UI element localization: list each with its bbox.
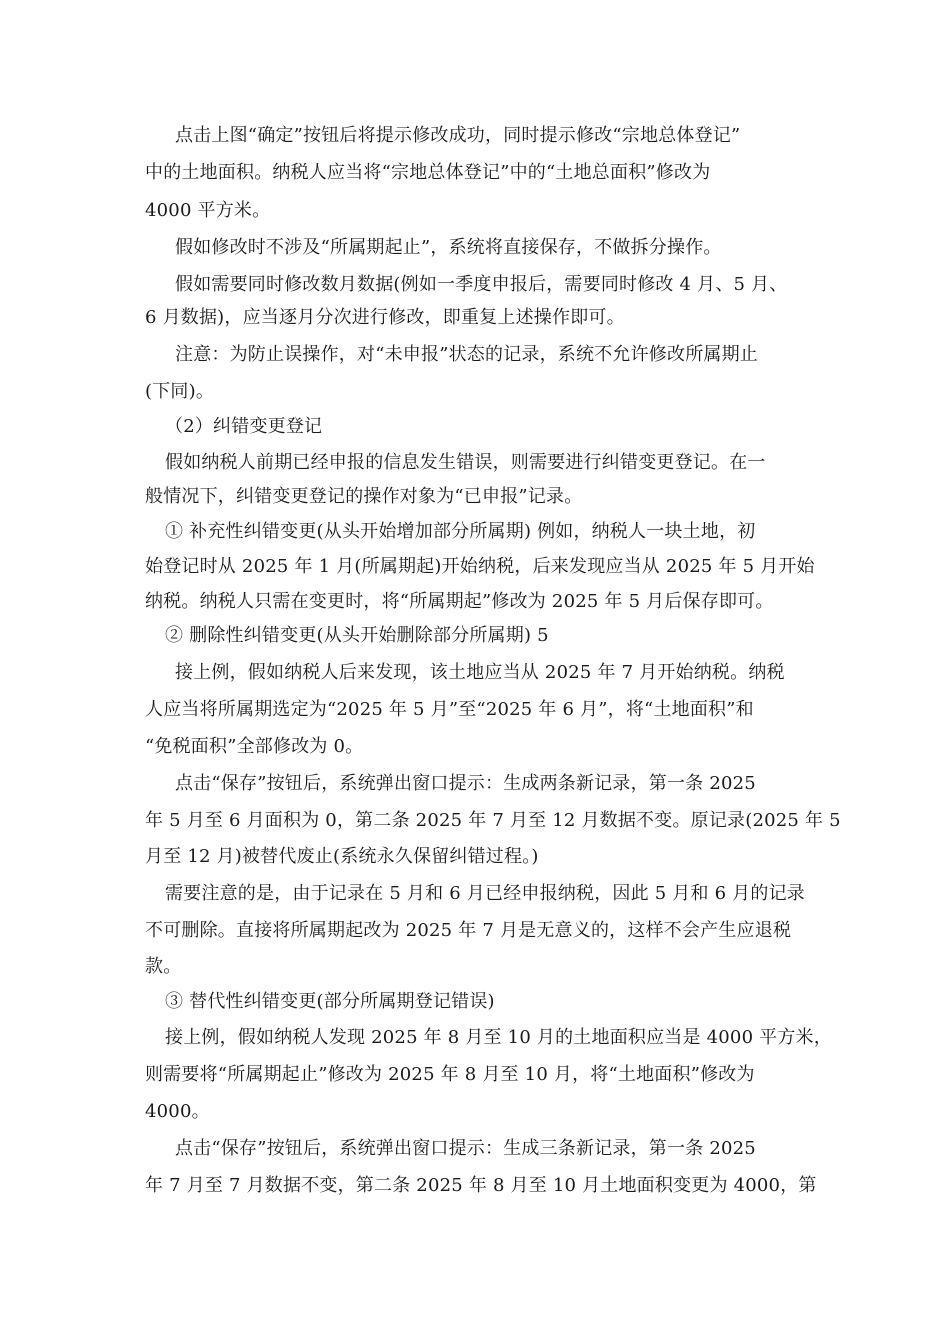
text-line: 则需要将“所属期起止”修改为 2025 年 8 月至 10 月，将“土地面积”修改为: [145, 1064, 755, 1085]
text-line: “免税面积”全部修改为 0。: [145, 736, 364, 757]
text-line: 点击“保存”按钮后，系统弹出窗口提示：生成两条新记录，第一条 2025: [175, 773, 756, 794]
text-line: 点击上图“确定”按钮后将提示修改成功，同时提示修改“宗地总体登记”: [175, 125, 741, 146]
text-line: 假如纳税人前期已经申报的信息发生错误，则需要进行纠错变更登记。在一: [165, 452, 766, 473]
text-line: 年 7 月至 7 月数据不变，第二条 2025 年 8 月至 10 月土地面积变更为 4000，第: [145, 1175, 817, 1196]
text-line: 人应当将所属期选定为“2025 年 5 月”至“2025 年 6 月”，将“土地面积”和: [145, 699, 754, 720]
text-line: 注意：为防止误操作，对“未申报”状态的记录，系统不允许修改所属期止: [175, 344, 759, 365]
text-line: 点击“保存”按钮后，系统弹出窗口提示：生成三条新记录，第一条 2025: [175, 1138, 756, 1159]
text-line: 般情况下，纠错变更登记的操作对象为“已申报”记录。: [145, 486, 583, 507]
text-line: 假如需要同时修改数月数据(例如一季度申报后，需要同时修改 4 月、5 月、: [175, 274, 788, 295]
text-line: 需要注意的是，由于记录在 5 月和 6 月已经申报纳税，因此 5 月和 6 月的记录: [165, 883, 805, 904]
text-line: 纳税。纳税人只需在变更时，将“所属期起”修改为 2025 年 5 月后保存即可。: [145, 591, 774, 612]
text-line: 月至 12 月)被替代废止(系统永久保留纠错过程。): [145, 846, 539, 867]
text-line: 4000 平方米。: [145, 200, 271, 221]
text-line: 款。: [145, 956, 182, 977]
text-line: 始登记时从 2025 年 1 月(所属期起)开始纳税，后来发现应当从 2025 年 5 月开始: [145, 556, 815, 577]
text-line: 不可删除。直接将所属期起改为 2025 年 7 月是无意义的，这样不会产生应退税: [145, 920, 792, 941]
list-item: ② 删除性纠错变更(从头开始删除部分所属期) 5: [165, 625, 549, 646]
list-item: ③ 替代性纠错变更(部分所属期登记错误): [165, 991, 495, 1012]
text-line: 假如修改时不涉及“所属期起止”，系统将直接保存，不做拆分操作。: [175, 237, 722, 258]
section-heading: （2）纠错变更登记: [165, 416, 323, 437]
text-line: 接上例，假如纳税人发现 2025 年 8 月至 10 月的土地面积应当是 4000 平方米，: [165, 1027, 832, 1048]
text-line: 年 5 月至 6 月面积为 0，第二条 2025 年 7 月至 12 月数据不变。原记录(2025 年 5: [145, 810, 841, 831]
text-line: 接上例，假如纳税人后来发现，该土地应当从 2025 年 7 月开始纳税。纳税: [175, 662, 785, 683]
list-item: ① 补充性纠错变更(从头开始增加部分所属期) 例如，纳税人一块土地，初: [165, 521, 756, 542]
text-line: 6 月数据)，应当逐月分次进行修改，即重复上述操作即可。: [145, 307, 625, 328]
text-line: (下同)。: [145, 381, 215, 402]
text-line: 4000。: [145, 1101, 210, 1122]
text-line: 中的土地面积。纳税人应当将“宗地总体登记”中的“土地总面积”修改为: [145, 162, 711, 183]
